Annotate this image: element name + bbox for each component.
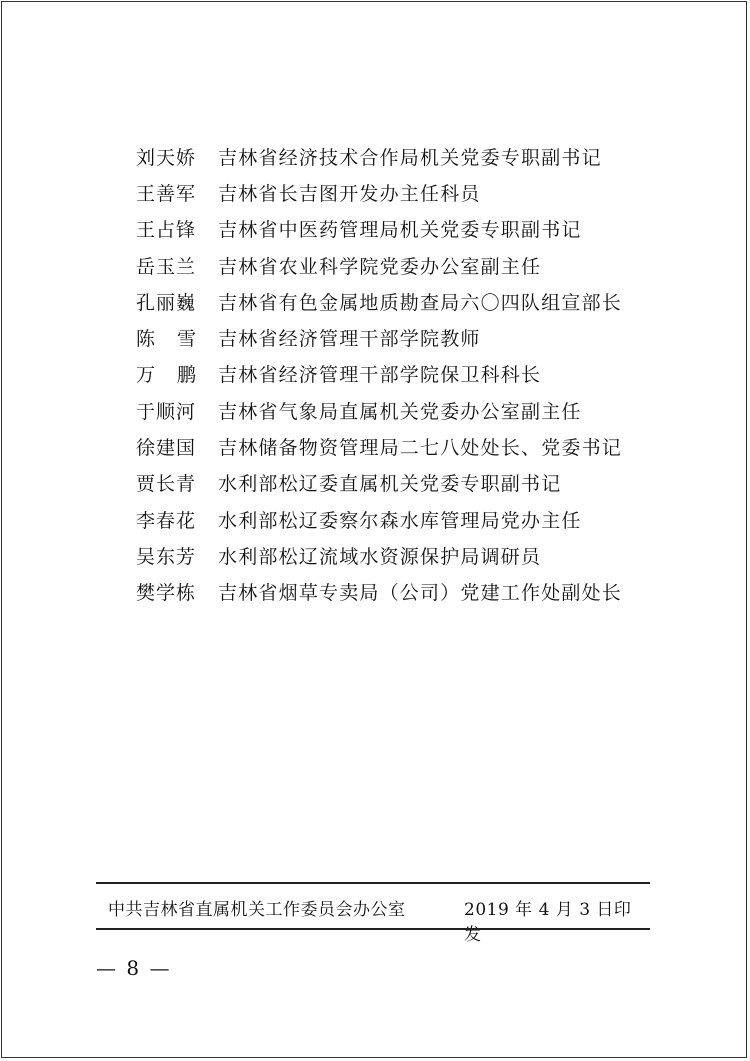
- footer-bottom-rule: [96, 928, 650, 930]
- list-item: [136, 392, 676, 428]
- member-name: 刘天娇: [136, 146, 197, 169]
- member-name: 徐建国: [136, 437, 197, 460]
- member-name: 李春花: [136, 509, 197, 532]
- member-name: 王善军: [136, 182, 197, 205]
- footer-issuance-line: [108, 893, 648, 945]
- issue-date: 2019 年 4 月 3 日印发: [464, 900, 632, 945]
- member-title: 水利部松辽委直属机关党委专职副书记: [218, 473, 562, 496]
- member-title: 水利部松辽委察尔森水库管理局党办主任: [218, 509, 582, 532]
- member-name: 吴东芳: [136, 545, 197, 568]
- member-name: [136, 360, 196, 387]
- member-name: 贾长青: [136, 473, 197, 496]
- member-title: 吉林省烟草专卖局（公司）党建工作处副处长: [218, 582, 623, 605]
- list-item: [136, 428, 676, 464]
- issuer-name: 中共吉林省直属机关工作委员会办公室: [108, 900, 406, 920]
- list-item: [136, 247, 676, 283]
- member-title: 水利部松辽流域水资源保护局调研员: [218, 545, 542, 568]
- member-title: 吉林省中医药管理局机关党委专职副书记: [218, 219, 582, 242]
- list-item: [136, 537, 676, 573]
- member-title: 吉林储备物资管理局二七八处处长、党委书记: [218, 437, 623, 460]
- list-item: [136, 465, 676, 501]
- list-item: [136, 501, 676, 537]
- member-name: 孔丽巍: [136, 291, 197, 314]
- member-name-char: 鹏: [176, 364, 196, 387]
- member-name: 樊学栋: [136, 582, 197, 605]
- member-name: 岳玉兰: [136, 255, 197, 278]
- list-item: [136, 138, 676, 174]
- member-list: [136, 138, 676, 610]
- list-item: [136, 174, 676, 210]
- list-item: [136, 211, 676, 247]
- page-number: — 8 —: [96, 956, 172, 980]
- member-name-char: 雪: [176, 328, 196, 351]
- member-name-char: 万: [136, 364, 156, 387]
- member-title: 吉林省长吉图开发办主任科员: [218, 182, 481, 205]
- member-title: 吉林省有色金属地质勘查局六〇四队组宣部长: [218, 291, 623, 314]
- footer-top-rule: [96, 882, 650, 884]
- list-item: [136, 574, 676, 610]
- member-name: [136, 324, 196, 351]
- member-title: 吉林省气象局直属机关党委办公室副主任: [218, 400, 582, 423]
- member-name-char: 陈: [136, 328, 156, 351]
- member-name: 于顺河: [136, 400, 197, 423]
- member-title: 吉林省经济技术合作局机关党委专职副书记: [218, 146, 602, 169]
- list-item: [136, 356, 676, 392]
- list-item: [136, 319, 676, 355]
- member-title: 吉林省农业科学院党委办公室副主任: [218, 255, 542, 278]
- member-name: 王占锋: [136, 219, 197, 242]
- member-title: 吉林省经济管理干部学院保卫科科长: [218, 364, 542, 387]
- member-title: 吉林省经济管理干部学院教师: [218, 328, 481, 351]
- list-item: [136, 283, 676, 319]
